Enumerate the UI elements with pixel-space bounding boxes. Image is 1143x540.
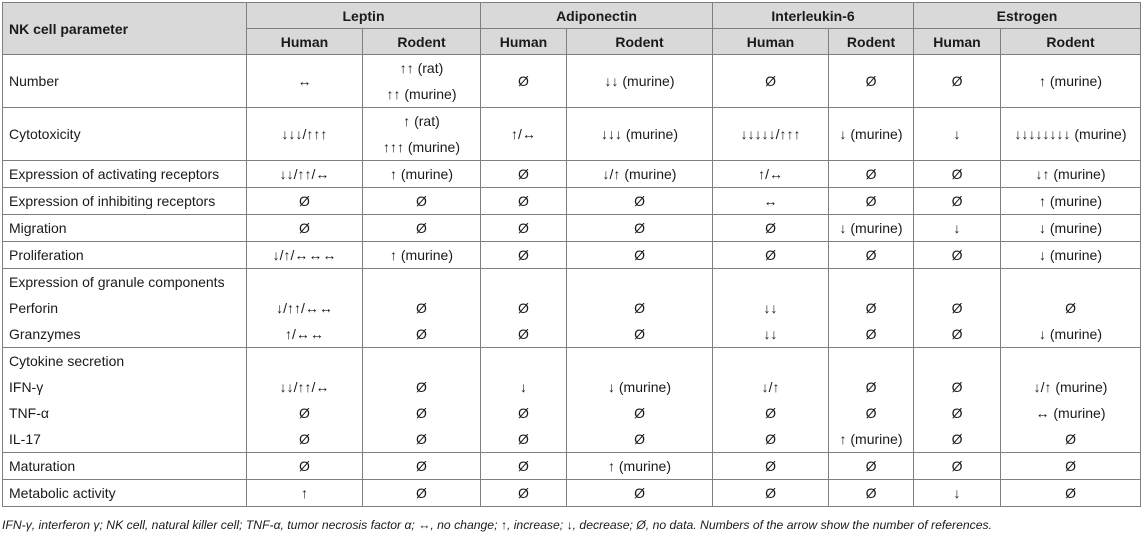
value-cell-adiponectin-human (481, 348, 567, 453)
cell-value: Ø (518, 247, 529, 263)
cell-value: ↑/↔ (758, 166, 783, 182)
subheader-rodent: Rodent (567, 29, 713, 55)
cell-value: ↓↓ (murine) (604, 73, 675, 89)
group-header-adiponectin: Adiponectin (481, 3, 713, 29)
cell-value (253, 348, 356, 374)
sub-parameter-label: Granzymes (9, 326, 81, 342)
cell-value: Ø (765, 73, 776, 89)
cell-value: ↓ (953, 485, 961, 501)
cell-value: Ø (518, 458, 529, 474)
value-cell-adiponectin-human (481, 453, 567, 480)
cell-value: ↑ (murine) (839, 431, 903, 447)
value-cell-interleukin-6-rodent (829, 480, 914, 507)
parameter-label: Expression of activating receptors (9, 166, 220, 182)
cell-value: Ø (634, 220, 645, 236)
cell-value (1007, 348, 1134, 374)
cell-value: ↓↓/↑↑/↔ (279, 379, 330, 395)
parameter-cell (3, 215, 247, 242)
cell-value: ↓↓↓/↑↑↑ (281, 126, 328, 142)
cell-value (253, 269, 356, 295)
value-cell-estrogen-rodent (1001, 188, 1141, 215)
parameter-label: Expression of granule components (9, 274, 225, 290)
value-cell-adiponectin-rodent (567, 215, 713, 242)
cell-value: Ø (765, 405, 776, 421)
cell-value: Ø (634, 485, 645, 501)
cell-value: ↓ (murine) (1039, 220, 1103, 236)
value-cell-adiponectin-human (481, 55, 567, 108)
cell-value: ↔ (murine) (1035, 405, 1106, 421)
cell-value: ↑ (murine) (1039, 193, 1103, 209)
sub-parameter-label: IL-17 (9, 431, 41, 447)
cell-value: Ø (1065, 300, 1076, 316)
cell-value: ↔ (763, 193, 778, 209)
value-cell-leptin-human (247, 108, 363, 161)
value-cell-estrogen-human (914, 242, 1001, 269)
cell-value: ↓ (953, 126, 961, 142)
cell-value: ↓/↑/↔↔↔ (272, 247, 337, 263)
cell-value: Ø (865, 193, 877, 209)
value-cell-interleukin-6-human (713, 108, 829, 161)
cell-value: Ø (416, 485, 427, 501)
cell-value: ↓↓↓↓↓/↑↑↑ (740, 126, 801, 142)
value-cell-leptin-human (247, 348, 363, 453)
cell-value: Ø (1065, 431, 1076, 447)
value-cell-leptin-human (247, 188, 363, 215)
value-cell-adiponectin-human (481, 161, 567, 188)
cell-value: ↑ (301, 485, 308, 501)
parameter-label: Cytotoxicity (9, 126, 81, 142)
cell-value: Ø (865, 166, 877, 182)
cell-value: ↑↑ (rat) (399, 60, 444, 76)
cell-value: Ø (634, 431, 645, 447)
cell-value: Ø (518, 326, 529, 342)
cell-value: ↓↓↓ (murine) (601, 126, 679, 142)
value-cell-adiponectin-rodent (567, 161, 713, 188)
cell-value: ↓↓ (763, 300, 778, 316)
cell-value: ↓↓/↑↑/↔ (279, 166, 330, 182)
value-cell-interleukin-6-human (713, 188, 829, 215)
cell-value: Ø (416, 458, 427, 474)
cell-value (920, 269, 994, 295)
cell-value: ↓/↑ (761, 379, 780, 395)
cell-value: Ø (518, 193, 529, 209)
cell-value: Ø (416, 326, 427, 342)
table-row (3, 269, 1141, 348)
cell-value: Ø (951, 405, 963, 421)
parameter-cell (3, 269, 247, 348)
group-header-leptin: Leptin (247, 3, 481, 29)
cell-value: Ø (865, 405, 877, 421)
cell-value: ↓ (murine) (839, 220, 903, 236)
value-cell-interleukin-6-rodent (829, 348, 914, 453)
cell-value (573, 269, 706, 295)
cell-value: ↓/↑ (murine) (602, 166, 677, 182)
value-cell-estrogen-human (914, 269, 1001, 348)
cell-value (719, 269, 822, 295)
cell-value: Ø (865, 458, 877, 474)
cell-value: Ø (1065, 485, 1076, 501)
parameter-label: Maturation (9, 458, 76, 474)
table-group-header-row (3, 3, 1141, 29)
value-cell-adiponectin-human (481, 188, 567, 215)
value-cell-leptin-rodent (363, 215, 481, 242)
cell-value (573, 348, 706, 374)
cell-value: ↑ (murine) (1039, 73, 1103, 89)
value-cell-interleukin-6-human (713, 453, 829, 480)
value-cell-estrogen-human (914, 453, 1001, 480)
cell-value: ↑↑ (murine) (386, 86, 457, 102)
parameter-cell (3, 348, 247, 453)
value-cell-interleukin-6-human (713, 161, 829, 188)
cell-value: ↑/↔ (511, 126, 536, 142)
cell-value: Ø (518, 485, 529, 501)
cell-value: Ø (951, 326, 963, 342)
table-row (3, 55, 1141, 108)
cell-value: ↑ (murine) (389, 166, 453, 182)
subheader-human: Human (247, 29, 363, 55)
cell-value: Ø (416, 220, 427, 236)
table-row (3, 215, 1141, 242)
parameter-label: Expression of inhibiting receptors (9, 193, 216, 209)
parameter-label: Proliferation (9, 247, 84, 263)
value-cell-adiponectin-rodent (567, 269, 713, 348)
cell-value: Ø (518, 405, 529, 421)
cell-value (369, 269, 474, 295)
cell-value: Ø (299, 405, 310, 421)
value-cell-adiponectin-rodent (567, 242, 713, 269)
value-cell-adiponectin-rodent (567, 348, 713, 453)
cell-value: ↓ (murine) (839, 126, 903, 142)
cell-value: ↑↑↑ (murine) (382, 139, 460, 155)
cell-value: Ø (518, 166, 529, 182)
cell-value: Ø (765, 247, 776, 263)
value-cell-adiponectin-rodent (567, 188, 713, 215)
value-cell-interleukin-6-human (713, 269, 829, 348)
value-cell-estrogen-human (914, 161, 1001, 188)
cell-value: Ø (299, 431, 310, 447)
parameter-cell (3, 108, 247, 161)
value-cell-estrogen-human (914, 480, 1001, 507)
subheader-human: Human (481, 29, 567, 55)
parameter-label: Cytokine secretion (9, 353, 125, 369)
cell-value: Ø (865, 485, 877, 501)
subheader-rodent: Rodent (829, 29, 914, 55)
cell-value (835, 269, 907, 295)
value-cell-estrogen-rodent (1001, 108, 1141, 161)
cell-value (487, 348, 560, 374)
cell-value: Ø (951, 166, 963, 182)
value-cell-interleukin-6-human (713, 215, 829, 242)
value-cell-adiponectin-human (481, 480, 567, 507)
cell-value: Ø (634, 193, 645, 209)
value-cell-adiponectin-human (481, 269, 567, 348)
table-row (3, 242, 1141, 269)
cell-value: ↓ (murine) (608, 379, 672, 395)
subheader-human: Human (914, 29, 1001, 55)
cell-value: ↓ (953, 220, 961, 236)
table-body (3, 55, 1141, 507)
parameter-cell (3, 55, 247, 108)
cell-value: ↑ (murine) (389, 247, 453, 263)
value-cell-interleukin-6-rodent (829, 215, 914, 242)
cell-value: ↓/↑ (murine) (1033, 379, 1108, 395)
cell-value: Ø (951, 73, 963, 89)
table-caption: IFN-γ, interferon γ; NK cell, natural killer cell; TNF-α, tumor necrosis factor α; ↔, no change; ↑, increase; ↓, decrease; Ø, no data. Numbers of the arrow show the number of references. (2, 518, 992, 532)
cell-value: Ø (765, 220, 776, 236)
value-cell-leptin-rodent (363, 480, 481, 507)
subheader-rodent: Rodent (363, 29, 481, 55)
cell-value (487, 269, 560, 295)
parameter-label: Migration (9, 220, 67, 236)
value-cell-leptin-human (247, 480, 363, 507)
cell-value: Ø (951, 431, 963, 447)
value-cell-interleukin-6-rodent (829, 188, 914, 215)
value-cell-leptin-rodent (363, 188, 481, 215)
value-cell-leptin-human (247, 242, 363, 269)
table-row (3, 480, 1141, 507)
value-cell-estrogen-rodent (1001, 215, 1141, 242)
cell-value: ↑/↔↔ (285, 326, 324, 342)
subheader-human: Human (713, 29, 829, 55)
cell-value: ↑ (murine) (608, 458, 672, 474)
value-cell-interleukin-6-rodent (829, 242, 914, 269)
value-cell-leptin-human (247, 269, 363, 348)
value-cell-estrogen-human (914, 188, 1001, 215)
parameter-cell (3, 161, 247, 188)
cell-value: Ø (1065, 458, 1076, 474)
cell-value: Ø (865, 73, 877, 89)
value-cell-leptin-rodent (363, 242, 481, 269)
value-cell-leptin-human (247, 453, 363, 480)
param-column-header: NK cell parameter (3, 3, 247, 55)
table-row (3, 108, 1141, 161)
subheader-rodent: Rodent (1001, 29, 1141, 55)
value-cell-interleukin-6-human (713, 480, 829, 507)
cell-value: Ø (865, 300, 877, 316)
cell-value (835, 348, 907, 374)
cell-value: Ø (416, 405, 427, 421)
value-cell-interleukin-6-rodent (829, 269, 914, 348)
cell-value: Ø (951, 300, 963, 316)
cell-value: Ø (765, 485, 776, 501)
value-cell-interleukin-6-rodent (829, 55, 914, 108)
cell-value: ↓/↑↑/↔↔ (276, 300, 333, 316)
cell-value: Ø (865, 379, 877, 395)
cell-value: Ø (416, 300, 427, 316)
cell-value: Ø (416, 431, 427, 447)
value-cell-leptin-rodent (363, 453, 481, 480)
value-cell-estrogen-rodent (1001, 55, 1141, 108)
cell-value: Ø (634, 247, 645, 263)
value-cell-estrogen-rodent (1001, 161, 1141, 188)
value-cell-estrogen-human (914, 55, 1001, 108)
value-cell-adiponectin-rodent (567, 453, 713, 480)
value-cell-adiponectin-rodent (567, 55, 713, 108)
value-cell-estrogen-human (914, 348, 1001, 453)
table-row (3, 453, 1141, 480)
value-cell-interleukin-6-rodent (829, 161, 914, 188)
value-cell-adiponectin-rodent (567, 480, 713, 507)
cell-value: ↓ (520, 379, 527, 395)
cell-value (1007, 269, 1134, 295)
cell-value: Ø (951, 379, 963, 395)
value-cell-estrogen-rodent (1001, 269, 1141, 348)
cell-value: Ø (951, 458, 963, 474)
cell-value: Ø (634, 405, 645, 421)
value-cell-leptin-rodent (363, 161, 481, 188)
value-cell-interleukin-6-human (713, 348, 829, 453)
cell-value: ↑ (rat) (403, 113, 440, 129)
parameter-label: Metabolic activity (9, 485, 116, 501)
cell-value: ↓ (murine) (1039, 247, 1103, 263)
cell-value: Ø (518, 300, 529, 316)
value-cell-estrogen-human (914, 215, 1001, 242)
value-cell-leptin-human (247, 215, 363, 242)
cell-value: Ø (299, 193, 310, 209)
value-cell-leptin-rodent (363, 108, 481, 161)
cell-value: Ø (951, 193, 963, 209)
parameter-cell (3, 453, 247, 480)
value-cell-leptin-rodent (363, 269, 481, 348)
value-cell-leptin-human (247, 161, 363, 188)
value-cell-estrogen-rodent (1001, 453, 1141, 480)
value-cell-interleukin-6-human (713, 242, 829, 269)
cell-value: Ø (299, 220, 310, 236)
value-cell-estrogen-rodent (1001, 242, 1141, 269)
cell-value: Ø (518, 220, 529, 236)
cell-value (719, 348, 822, 374)
cell-value: Ø (299, 458, 310, 474)
nk-cell-parameter-table (2, 2, 1141, 507)
cell-value: Ø (865, 326, 877, 342)
cell-value: ↓↓ (763, 326, 778, 342)
cell-value: Ø (765, 431, 776, 447)
sub-parameter-label: TNF-α (9, 405, 49, 421)
value-cell-adiponectin-human (481, 242, 567, 269)
cell-value: Ø (634, 300, 645, 316)
cell-value: Ø (416, 379, 427, 395)
value-cell-estrogen-rodent (1001, 348, 1141, 453)
parameter-cell (3, 480, 247, 507)
cell-value: ↓↓↓↓↓↓↓↓ (murine) (1014, 126, 1127, 142)
sub-parameter-label: IFN-γ (9, 379, 44, 395)
value-cell-leptin-human (247, 55, 363, 108)
cell-value: Ø (416, 193, 427, 209)
table-row (3, 161, 1141, 188)
cell-value: Ø (951, 247, 963, 263)
value-cell-leptin-rodent (363, 348, 481, 453)
sub-parameter-label: Perforin (9, 300, 59, 316)
table-row (3, 348, 1141, 453)
cell-value: ↔ (297, 73, 312, 89)
value-cell-adiponectin-rodent (567, 108, 713, 161)
value-cell-interleukin-6-rodent (829, 453, 914, 480)
group-header-interleukin-6: Interleukin-6 (713, 3, 914, 29)
cell-value: Ø (634, 326, 645, 342)
value-cell-estrogen-rodent (1001, 480, 1141, 507)
parameter-cell (3, 242, 247, 269)
group-header-estrogen: Estrogen (914, 3, 1141, 29)
value-cell-interleukin-6-human (713, 55, 829, 108)
cell-value (920, 348, 994, 374)
cell-value: Ø (518, 431, 529, 447)
value-cell-adiponectin-human (481, 108, 567, 161)
value-cell-adiponectin-human (481, 215, 567, 242)
cell-value: ↓↑ (murine) (1035, 166, 1106, 182)
value-cell-leptin-rodent (363, 55, 481, 108)
parameter-label: Number (9, 73, 59, 89)
cell-value: ↓ (murine) (1039, 326, 1103, 342)
cell-value (369, 348, 474, 374)
cell-value: Ø (518, 73, 529, 89)
value-cell-interleukin-6-rodent (829, 108, 914, 161)
table-row (3, 188, 1141, 215)
parameter-cell (3, 188, 247, 215)
cell-value: Ø (765, 458, 776, 474)
cell-value: Ø (865, 247, 877, 263)
value-cell-estrogen-human (914, 108, 1001, 161)
